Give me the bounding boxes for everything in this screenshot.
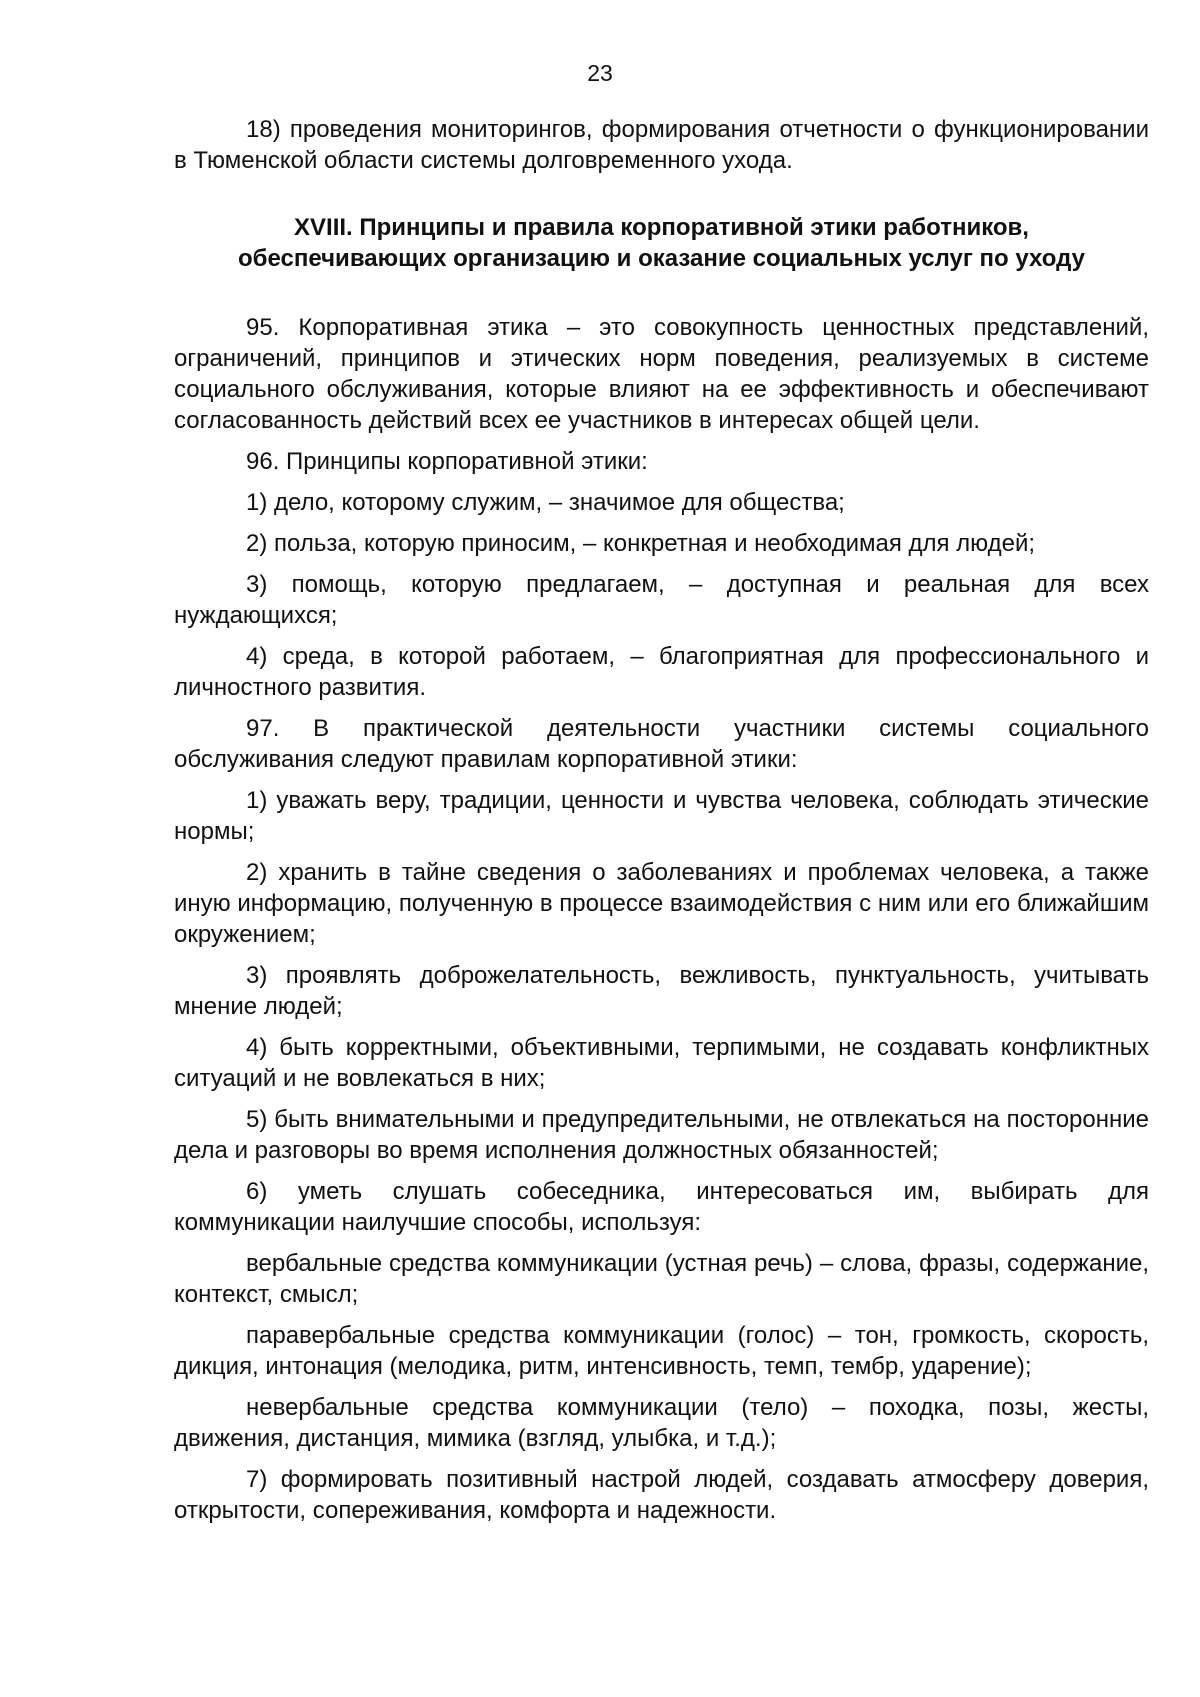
rule-item-3: 3) проявлять доброжелательность, вежливость, пунктуальность, учитывать мнение людей; xyxy=(174,962,1149,1020)
rule-item-6: 6) уметь слушать собеседника, интересоваться им, выбирать для коммуникации наилучшие способы, используя: xyxy=(174,1178,1149,1236)
paragraph-95: 95. Корпоративная этика – это совокупность ценностных представлений, ограничений, принципов и этических норм поведения, реализуемых в системе социального обслуживания, которые влияют на ее эффективность и обеспечивают согласованность действий всех ее участников в интересах общей цели. xyxy=(174,314,1149,434)
section-title xyxy=(174,212,1149,274)
rule-item-4: 4) быть корректными, объективными, терпимыми, не создавать конфликтных ситуаций и не вовлекаться в них; xyxy=(174,1034,1149,1092)
principle-item-4: 4) среда, в которой работаем, – благоприятная для профессионального и личностного развития. xyxy=(174,643,1149,701)
communication-verbal: вербальные средства коммуникации (устная речь) – слова, фразы, содержание, контекст, смысл; xyxy=(174,1250,1149,1308)
rule-item-1: 1) уважать веру, традиции, ценности и чувства человека, соблюдать этические нормы; xyxy=(174,787,1149,845)
document-body xyxy=(174,114,1149,1536)
principle-item-2: 2) польза, которую приносим, – конкретная и необходимая для людей; xyxy=(246,530,1036,557)
intro-item-18: 18) проведения мониторингов, формирования отчетности о функционировании в Тюменской области системы долговременного ухода. xyxy=(174,116,1149,174)
paragraph-97: 97. В практической деятельности участники системы социального обслуживания следуют правилам корпоративной этики: xyxy=(174,715,1149,773)
communication-nonverbal: невербальные средства коммуникации (тело) – походка, позы, жесты, движения, дистанция, мимика (взгляд, улыбка, и т.д.); xyxy=(174,1394,1149,1452)
principle-item-1: 1) дело, которому служим, – значимое для общества; xyxy=(246,489,845,516)
rule-item-7: 7) формировать позитивный настрой людей, создавать атмосферу доверия, открытости, сопереживания, комфорта и надежности. xyxy=(174,1466,1149,1524)
communication-paraverbal: паравербальные средства коммуникации (голос) – тон, громкость, скорость, дикция, интонация (мелодика, ритм, интенсивность, темп, тембр, ударение); xyxy=(174,1322,1149,1380)
section-title-line-2: обеспечивающих организацию и оказание социальных услуг по уходу xyxy=(238,245,1085,272)
section-title-line-1: XVIII. Принципы и правила корпоративной этики работников, xyxy=(294,214,1029,241)
rule-item-5: 5) быть внимательными и предупредительными, не отвлекаться на посторонние дела и разговоры во время исполнения должностных обязанностей; xyxy=(174,1106,1149,1164)
rule-item-2: 2) хранить в тайне сведения о заболеваниях и проблемах человека, а также иную информацию, полученную в процессе взаимодействия с ним или его ближайшим окружением; xyxy=(174,859,1149,948)
page-number: 23 xyxy=(587,60,613,86)
principle-item-3: 3) помощь, которую предлагаем, – доступная и реальная для всех нуждающихся; xyxy=(174,571,1149,629)
paragraph-96: 96. Принципы корпоративной этики: xyxy=(246,448,648,475)
